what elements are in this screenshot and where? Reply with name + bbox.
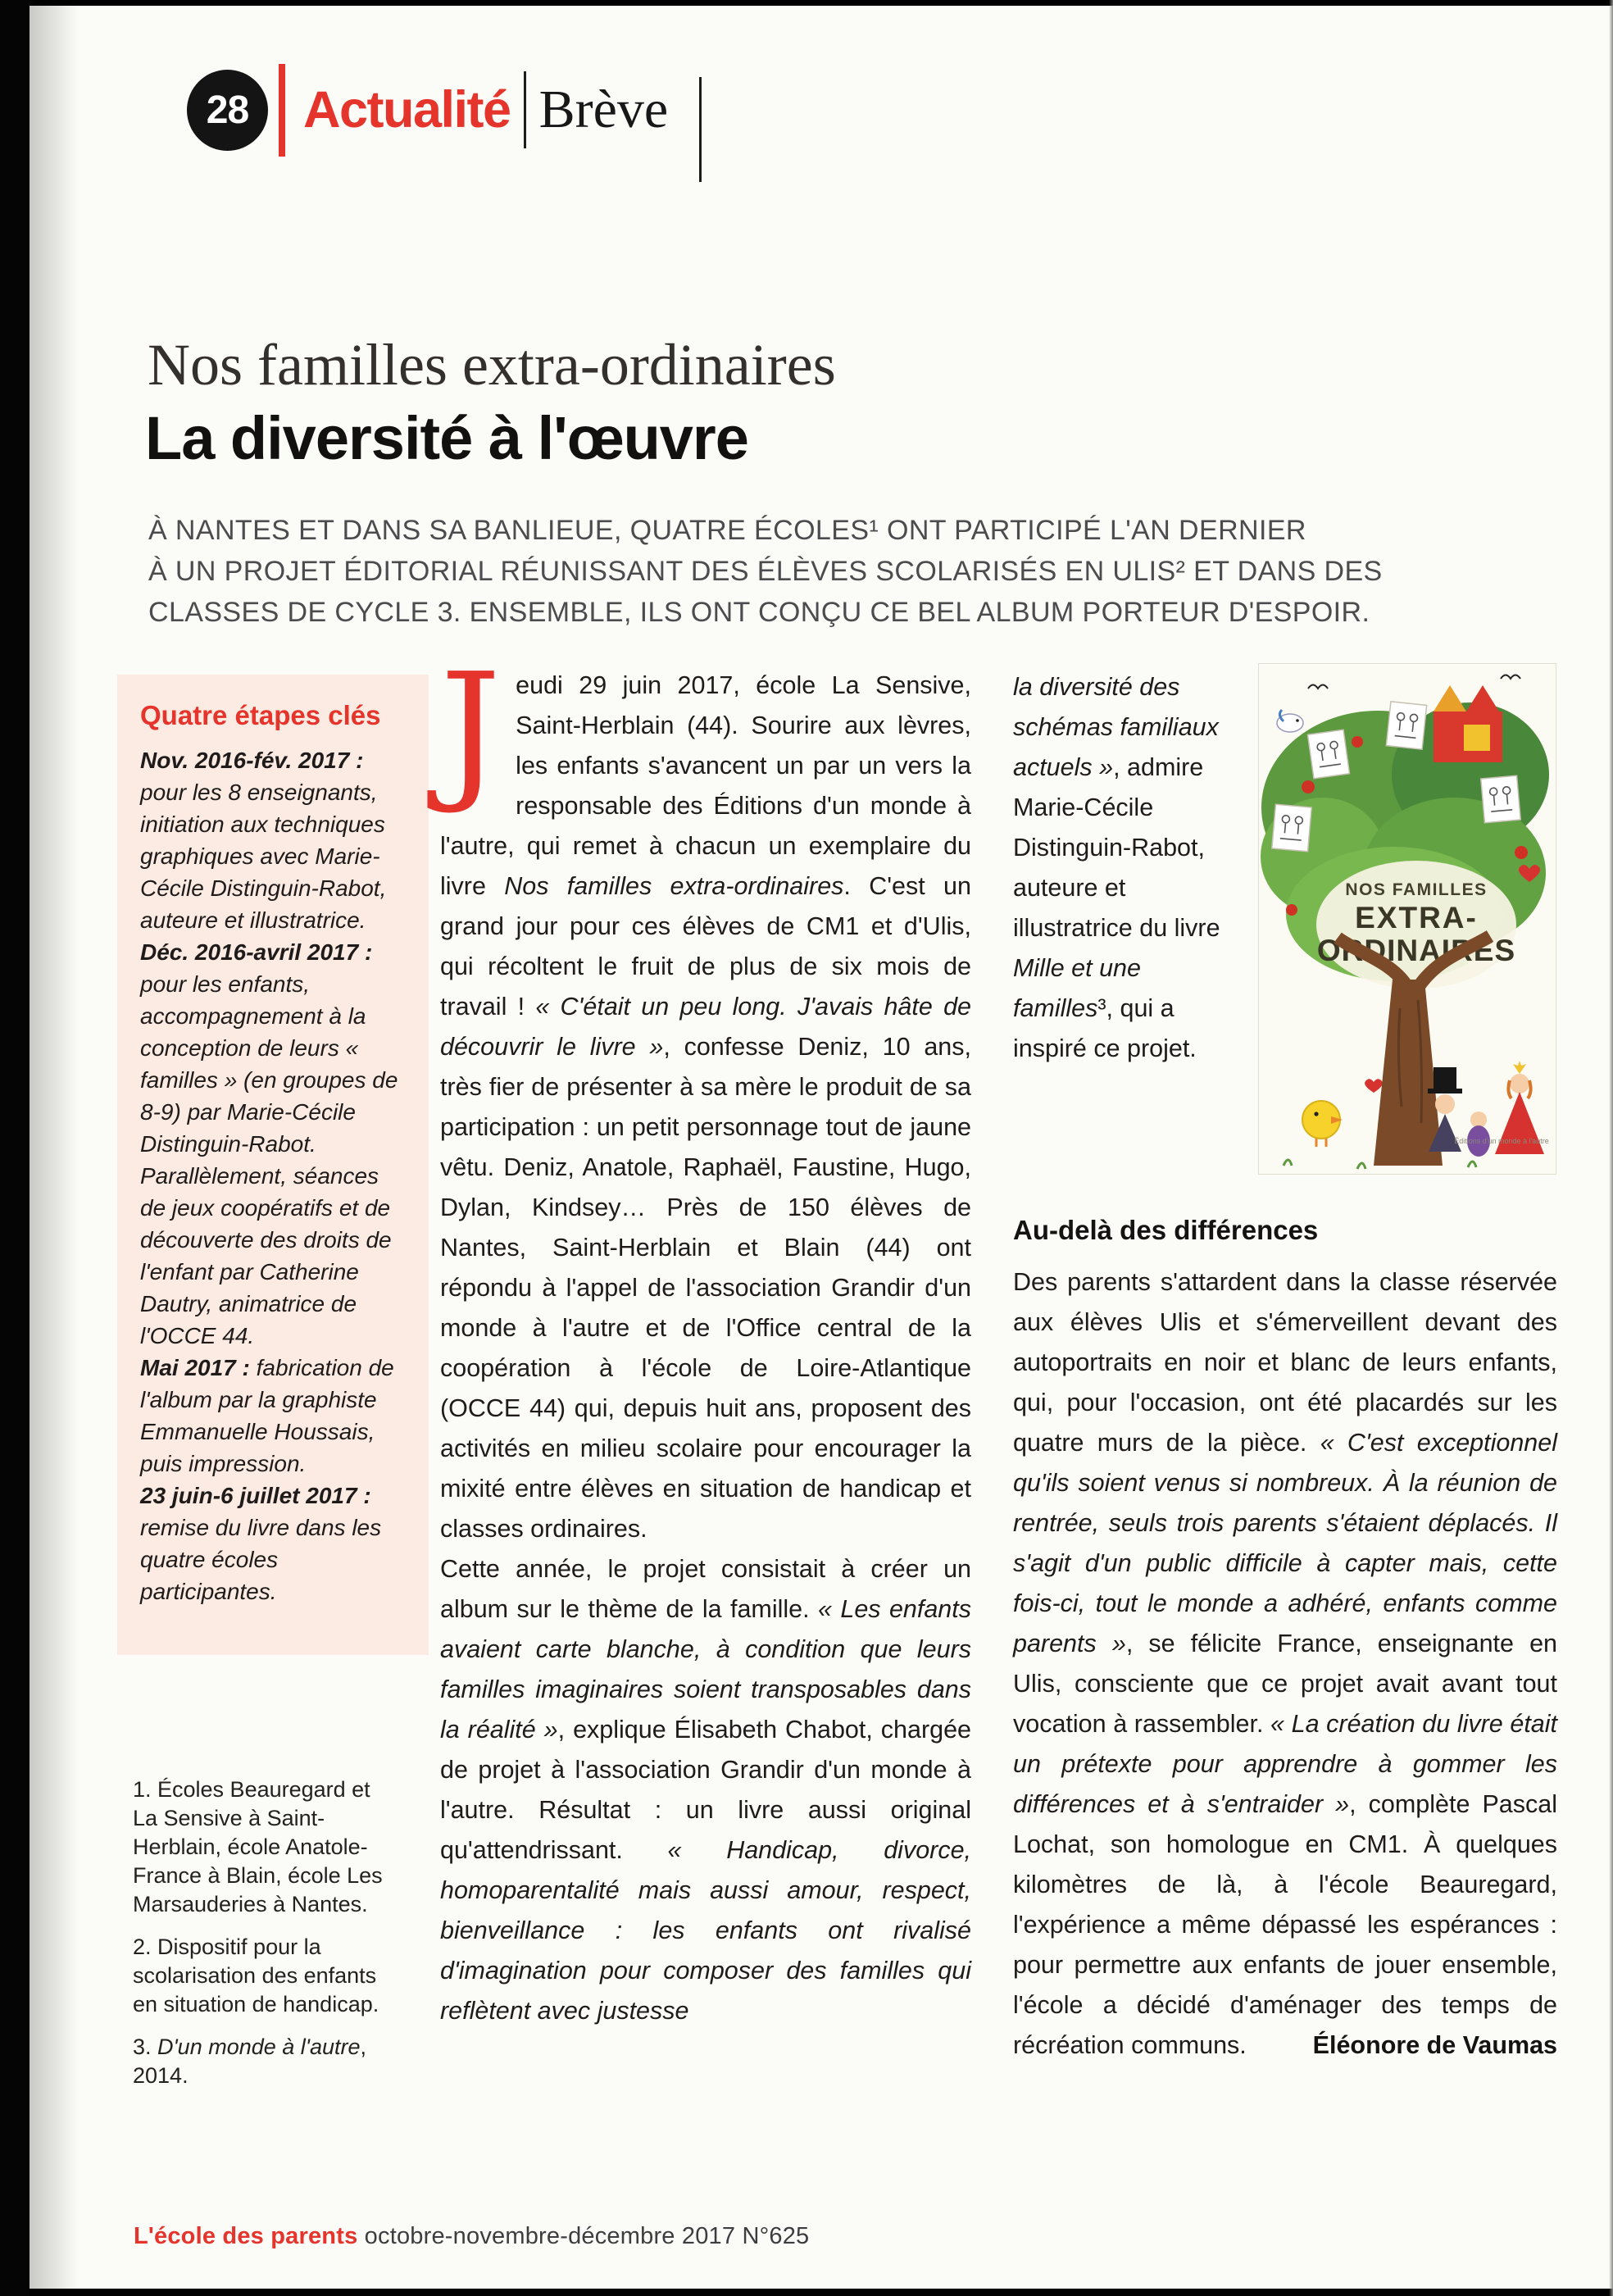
section-label: Actualité <box>303 81 511 139</box>
article-column-1 <box>440 640 972 2031</box>
key-step: Nov. 2016-fév. 2017 : pour les 8 enseignants, initiation aux techniques graphiques avec Marie-Cécile Distinguin-Rabot, auteure et illustratrice. <box>140 748 387 933</box>
article-headline: La diversité à l'œuvre <box>145 404 748 472</box>
scan-edge-left <box>0 0 30 2296</box>
key-step: 23 juin-6 juillet 2017 : remise du livre dans les quatre écoles participantes. <box>140 1483 382 1604</box>
article-kicker: Nos familles extra-ordinaires <box>148 332 836 398</box>
standfirst-line: CLASSES DE CYCLE 3. ENSEMBLE, ILS ONT CONÇU CE BEL ALBUM PORTEUR D'ESPOIR. <box>148 597 1370 628</box>
book-cover-title: ORDINAIRES <box>1316 934 1516 967</box>
key-step: Déc. 2016-avril 2017 : pour les enfants, accompagnement à la conception de leurs « familles » (en groupes de 8-9) par Marie-Cécile Distinguin-Rabot. Parallèlement, séances de jeux coopératifs et de découverte des droits de l'enfant par Catherine Dautry, animatrice de l'OCCE 44. <box>140 939 398 1348</box>
header-red-bar <box>279 64 285 157</box>
header-divider <box>524 71 526 148</box>
paragraph-text: eudi 29 juin 2017, école La Sensive, Saint-Herblain (44). Sourire aux lèvres, les enfants s'avancent un par un vers la responsable des Éditions d'un monde à l'autre, qui remet à chacun un exemplaire du livre Nos familles extra-ordinaires. C'est un grand jour pour ces élèves de CM1 et d'Ulis, qui récoltent le fruit de plus de six mois de travail ! « C'était un peu long. J'avais hâte de découvrir le livre », confesse Deniz, 10 ans, très fier de présenter à sa mère le produit de sa participation : un petit personnage tout de jaune vêtu. Deniz, Anatole, Raphaël, Faustine, Hugo, Dylan, Kindsey… Près de 150 élèves de Nantes, Saint-Herblain et Blain (44) ont répondu à l'appel de l'association Grandir d'un monde à l'autre et de l'Office central de la coopération à l'école de Loire-Atlantique (OCCE 44) qui, depuis huit ans, proposent des activités en milieu scolaire pour encourager la mixité entre élèves en situation de handicap et classes ordinaires. <box>440 671 972 1543</box>
article-column-2-main <box>1013 1262 1557 2066</box>
article-paragraph: Cette année, le projet consistait à créer un album sur le thème de la famille. « Les enfants avaient carte blanche, à condition que leurs familles imaginaires soient transposables dans la réalité », explique Élisabeth Chabot, chargée de projet à l'association Grandir d'un monde à l'autre. Résultat : un livre aussi original qu'attendrissant. « Handicap, divorce, homoparentalité mais aussi amour, respect, bienveillance : les enfants ont rivalisé d'imagination pour composer des familles qui reflètent avec justesse <box>440 1555 972 2025</box>
section-subhead: Au-delà des différences <box>1013 1215 1319 1245</box>
key-step: Mai 2017 : fabrication de l'album par la graphiste Emmanuelle Houssais, puis impression. <box>140 1355 394 1476</box>
page-footer <box>134 2223 809 2250</box>
drop-cap: J <box>440 640 502 817</box>
scan-crease <box>30 0 79 2296</box>
scan-edge-top <box>0 0 1613 6</box>
issue-info: octobre-novembre-décembre 2017 N°625 <box>357 2223 810 2249</box>
page-header <box>187 62 702 157</box>
footnote: 2. Dispositif pour la scolarisation des enfants en situation de handicap. <box>133 1935 379 2016</box>
header-divider-2 <box>699 77 702 182</box>
standfirst <box>148 510 1383 633</box>
footnote: 3. D'un monde à l'autre, 2014. <box>133 2035 367 2088</box>
standfirst-line: À NANTES ET DANS SA BANLIEUE, QUATRE ÉCOLES¹ ONT PARTICIPÉ L'AN DERNIER <box>148 515 1306 546</box>
key-steps-box <box>117 675 429 1655</box>
cover-title-block <box>1316 861 1516 989</box>
book-cover-title: EXTRA- <box>1355 901 1478 934</box>
page-number-badge: 28 <box>187 70 268 151</box>
standfirst-line: À UN PROJET ÉDITORIAL RÉUNISSANT DES ÉLÈVES SCOLARISÉS EN ULIS² ET DANS DES <box>148 556 1383 587</box>
book-cover-illustration <box>1259 664 1556 1174</box>
publisher-credit: Éditions d'un monde à l'autre <box>1454 1137 1549 1145</box>
book-cover-title: NOS FAMILLES <box>1345 880 1488 899</box>
key-steps-title: Quatre étapes clés <box>140 700 381 730</box>
magazine-name: L'école des parents <box>134 2223 358 2249</box>
scan-edge-bottom <box>0 2289 1613 2296</box>
article-paragraph <box>440 640 972 1549</box>
scan-edge-right <box>1609 0 1613 2296</box>
rubric-label: Brève <box>538 80 669 139</box>
footnote: 1. Écoles Beauregard et La Sensive à Saint-Herblain, école Anatole-France à Blain, école Les Marsauderies à Nantes. <box>133 1777 383 1916</box>
article-paragraph: Des parents s'attardent dans la classe réservée aux élèves Ulis et s'émerveillent devant des autoportraits en noir et blanc de leurs enfants, qui, pour l'occasion, ont été placardés sur les quatre murs de la pièce. « C'est exceptionnel qu'ils soient venus si nombreux. À la réunion de rentrée, seuls trois parents s'étaient déplacés. Il s'agit d'un public difficile à capter mais, cette fois-ci, tout le monde a adhéré, enfants comme parents », se félicite France, enseignante en Ulis, consciente que ce projet avait avant tout vocation à rassembler. « La création du livre était un prétexte pour apprendre à gommer les différences et à s'entraider », complète Pascal Lochat, son homologue en CM1. À quelques kilomètres de là, à l'école Beauregard, l'expérience a même dépassé les espérances : pour permettre aux enfants de jouer ensemble, l'école a décidé d'aménager des temps de récréation communs. <box>1013 1268 1558 2059</box>
article-column-2-top: la diversité des schémas familiaux actuels », admire Marie-Cécile Distinguin-Rabot, auteure et illustratrice du livre Mille et une familles³, qui a inspiré ce projet. <box>1013 673 1220 1062</box>
footnotes <box>133 1775 383 2104</box>
byline: Éléonore de Vaumas <box>1312 2031 1557 2059</box>
purple-figure <box>1467 1112 1490 1157</box>
